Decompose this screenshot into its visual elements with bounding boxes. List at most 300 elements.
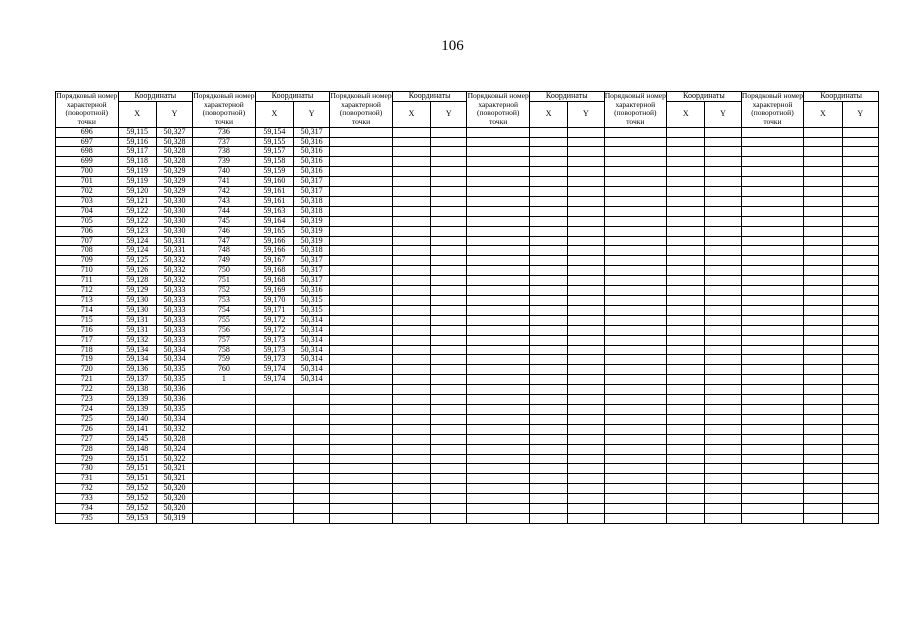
- y-cell: [705, 424, 741, 434]
- x-cell: 59,151: [118, 454, 156, 464]
- x-cell: [667, 226, 705, 236]
- x-cell: 59,166: [255, 246, 293, 256]
- x-cell: 59,129: [118, 286, 156, 296]
- x-cell: 59,116: [118, 137, 156, 147]
- x-cell: [804, 266, 842, 276]
- y-cell: [431, 404, 467, 414]
- y-cell: [431, 196, 467, 206]
- point-number-cell: 721: [56, 375, 119, 385]
- point-number-cell: 727: [56, 434, 119, 444]
- y-cell: [842, 206, 878, 216]
- point-number-cell: [330, 395, 393, 405]
- x-cell: 59,122: [118, 216, 156, 226]
- table-row: [56, 177, 879, 187]
- point-number-cell: [741, 325, 804, 335]
- x-cell: [529, 385, 567, 395]
- y-cell: 50,333: [156, 335, 192, 345]
- y-cell: 50,330: [156, 216, 192, 226]
- point-number-cell: [741, 236, 804, 246]
- point-number-cell: [330, 177, 393, 187]
- y-cell: [705, 444, 741, 454]
- point-number-cell: [193, 494, 256, 504]
- point-number-cell: [330, 216, 393, 226]
- y-cell: [842, 365, 878, 375]
- point-number-cell: [330, 296, 393, 306]
- table-row: [56, 424, 879, 434]
- point-number-cell: [604, 266, 667, 276]
- y-cell: 50,319: [293, 226, 329, 236]
- y-cell: [431, 276, 467, 286]
- y-cell: [431, 206, 467, 216]
- x-cell: [667, 127, 705, 137]
- y-cell: [842, 266, 878, 276]
- x-cell: [667, 196, 705, 206]
- x-cell: 59,117: [118, 147, 156, 157]
- x-cell: 59,164: [255, 216, 293, 226]
- x-cell: [392, 375, 430, 385]
- y-cell: [705, 305, 741, 315]
- x-cell: [529, 365, 567, 375]
- x-cell: [255, 434, 293, 444]
- x-cell: [667, 325, 705, 335]
- y-cell: [568, 305, 604, 315]
- header-coordinates: Координаты: [392, 92, 467, 102]
- x-cell: [392, 256, 430, 266]
- y-cell: [568, 196, 604, 206]
- y-cell: [568, 474, 604, 484]
- y-cell: [431, 187, 467, 197]
- y-cell: [705, 365, 741, 375]
- table-row: [56, 404, 879, 414]
- x-cell: 59,169: [255, 286, 293, 296]
- x-cell: 59,119: [118, 167, 156, 177]
- point-number-cell: [604, 216, 667, 226]
- x-cell: [392, 266, 430, 276]
- point-number-cell: 723: [56, 395, 119, 405]
- point-number-cell: [467, 256, 530, 266]
- x-cell: [804, 345, 842, 355]
- y-cell: 50,329: [156, 167, 192, 177]
- point-number-cell: [193, 513, 256, 523]
- y-cell: 50,319: [293, 216, 329, 226]
- y-cell: 50,333: [156, 325, 192, 335]
- x-cell: [529, 256, 567, 266]
- table-row: [56, 256, 879, 266]
- x-cell: [392, 395, 430, 405]
- point-number-cell: [741, 127, 804, 137]
- y-cell: 50,318: [293, 246, 329, 256]
- y-cell: [431, 454, 467, 464]
- point-number-cell: [741, 395, 804, 405]
- y-cell: 50,317: [293, 187, 329, 197]
- y-cell: [842, 276, 878, 286]
- y-cell: [842, 196, 878, 206]
- y-cell: [705, 395, 741, 405]
- table-row: [56, 345, 879, 355]
- x-cell: [392, 226, 430, 236]
- x-cell: 59,115: [118, 127, 156, 137]
- x-cell: [529, 325, 567, 335]
- point-number-cell: [330, 513, 393, 523]
- y-cell: [568, 177, 604, 187]
- x-cell: [392, 147, 430, 157]
- x-cell: 59,170: [255, 296, 293, 306]
- y-cell: [568, 414, 604, 424]
- point-number-cell: [604, 325, 667, 335]
- y-cell: 50,317: [293, 276, 329, 286]
- x-cell: 59,155: [255, 137, 293, 147]
- y-cell: [705, 513, 741, 523]
- x-cell: [392, 414, 430, 424]
- point-number-cell: [741, 444, 804, 454]
- point-number-cell: [467, 315, 530, 325]
- point-number-cell: [467, 504, 530, 514]
- y-cell: [568, 424, 604, 434]
- table-row: [56, 444, 879, 454]
- point-number-cell: [741, 276, 804, 286]
- table-row: [56, 434, 879, 444]
- y-cell: [705, 286, 741, 296]
- x-cell: [529, 464, 567, 474]
- y-cell: [568, 315, 604, 325]
- point-number-cell: [741, 504, 804, 514]
- y-cell: 50,321: [156, 474, 192, 484]
- x-cell: [667, 375, 705, 385]
- point-number-cell: 742: [193, 187, 256, 197]
- x-cell: [529, 137, 567, 147]
- point-number-cell: [604, 385, 667, 395]
- point-number-cell: 737: [193, 137, 256, 147]
- x-cell: [529, 266, 567, 276]
- point-number-cell: [604, 365, 667, 375]
- x-cell: [804, 434, 842, 444]
- x-cell: [804, 494, 842, 504]
- y-cell: [842, 444, 878, 454]
- y-cell: [568, 395, 604, 405]
- x-cell: 59,134: [118, 345, 156, 355]
- x-cell: [667, 365, 705, 375]
- point-number-cell: 760: [193, 365, 256, 375]
- x-cell: [529, 157, 567, 167]
- point-number-cell: 732: [56, 484, 119, 494]
- x-cell: [529, 286, 567, 296]
- x-cell: [804, 127, 842, 137]
- point-number-cell: [741, 187, 804, 197]
- y-cell: 50,314: [293, 325, 329, 335]
- point-number-cell: [741, 414, 804, 424]
- y-cell: [842, 375, 878, 385]
- x-cell: 59,124: [118, 236, 156, 246]
- point-number-cell: 719: [56, 355, 119, 365]
- x-cell: [255, 474, 293, 484]
- y-cell: [431, 236, 467, 246]
- point-number-cell: [193, 464, 256, 474]
- y-cell: [842, 127, 878, 137]
- point-number-cell: [741, 484, 804, 494]
- y-cell: [431, 365, 467, 375]
- point-number-cell: 755: [193, 315, 256, 325]
- y-cell: [705, 266, 741, 276]
- point-number-cell: [604, 256, 667, 266]
- point-number-cell: 731: [56, 474, 119, 484]
- y-cell: 50,317: [293, 177, 329, 187]
- point-number-cell: [741, 335, 804, 345]
- x-cell: 59,172: [255, 315, 293, 325]
- x-cell: 59,124: [118, 246, 156, 256]
- y-cell: 50,328: [156, 157, 192, 167]
- point-number-cell: [604, 276, 667, 286]
- point-number-cell: [741, 286, 804, 296]
- y-cell: [842, 454, 878, 464]
- x-cell: [529, 177, 567, 187]
- x-cell: [667, 474, 705, 484]
- point-number-cell: 702: [56, 187, 119, 197]
- y-cell: 50,314: [293, 345, 329, 355]
- header-point-number: Порядковый номер характерной (поворотной) точки: [330, 91, 392, 126]
- y-cell: [568, 276, 604, 286]
- y-cell: [842, 404, 878, 414]
- x-cell: [392, 187, 430, 197]
- y-cell: [431, 494, 467, 504]
- point-number-cell: 713: [56, 296, 119, 306]
- x-cell: [392, 454, 430, 464]
- y-cell: [431, 296, 467, 306]
- header-y: Y: [293, 101, 329, 127]
- point-number-cell: 710: [56, 266, 119, 276]
- point-number-cell: 757: [193, 335, 256, 345]
- point-number-cell: [604, 157, 667, 167]
- x-cell: [392, 385, 430, 395]
- x-cell: [804, 375, 842, 385]
- point-number-cell: [330, 305, 393, 315]
- x-cell: [529, 404, 567, 414]
- x-cell: 59,132: [118, 335, 156, 345]
- x-cell: 59,153: [118, 513, 156, 523]
- y-cell: [568, 464, 604, 474]
- header-coordinates: Координаты: [804, 92, 879, 102]
- point-number-cell: [741, 196, 804, 206]
- point-number-cell: 730: [56, 464, 119, 474]
- y-cell: [842, 305, 878, 315]
- point-number-cell: [467, 365, 530, 375]
- x-cell: [392, 484, 430, 494]
- point-number-cell: [330, 454, 393, 464]
- y-cell: 50,329: [156, 187, 192, 197]
- x-cell: 59,141: [118, 424, 156, 434]
- y-cell: [431, 424, 467, 434]
- point-number-cell: [741, 404, 804, 414]
- x-cell: [804, 355, 842, 365]
- table-row: [56, 236, 879, 246]
- point-number-cell: [330, 434, 393, 444]
- y-cell: 50,319: [293, 236, 329, 246]
- x-cell: [667, 206, 705, 216]
- y-cell: [568, 484, 604, 494]
- point-number-cell: [193, 444, 256, 454]
- x-cell: [392, 365, 430, 375]
- point-number-cell: [604, 375, 667, 385]
- y-cell: [842, 494, 878, 504]
- y-cell: [431, 177, 467, 187]
- x-cell: [667, 404, 705, 414]
- x-cell: [804, 513, 842, 523]
- point-number-cell: [741, 424, 804, 434]
- x-cell: [255, 395, 293, 405]
- point-number-cell: [604, 177, 667, 187]
- point-number-cell: [604, 345, 667, 355]
- x-cell: [392, 157, 430, 167]
- point-number-cell: [467, 266, 530, 276]
- y-cell: [431, 385, 467, 395]
- point-number-cell: [741, 226, 804, 236]
- x-cell: [392, 434, 430, 444]
- x-cell: [804, 484, 842, 494]
- point-number-cell: 720: [56, 365, 119, 375]
- x-cell: [392, 444, 430, 454]
- y-cell: [705, 494, 741, 504]
- y-cell: [705, 157, 741, 167]
- point-number-cell: [741, 305, 804, 315]
- y-cell: [568, 355, 604, 365]
- x-cell: [529, 375, 567, 385]
- x-cell: [667, 464, 705, 474]
- point-number-cell: [330, 266, 393, 276]
- x-cell: [804, 385, 842, 395]
- point-number-cell: 703: [56, 196, 119, 206]
- x-cell: [392, 335, 430, 345]
- x-cell: [529, 335, 567, 345]
- point-number-cell: [193, 424, 256, 434]
- y-cell: [568, 256, 604, 266]
- x-cell: [255, 454, 293, 464]
- table-row: [56, 385, 879, 395]
- y-cell: [842, 424, 878, 434]
- y-cell: 50,316: [293, 157, 329, 167]
- y-cell: [293, 414, 329, 424]
- x-cell: [392, 167, 430, 177]
- point-number-cell: [604, 484, 667, 494]
- point-number-cell: [741, 434, 804, 444]
- point-number-cell: [330, 226, 393, 236]
- point-number-cell: 722: [56, 385, 119, 395]
- point-number-cell: [741, 315, 804, 325]
- x-cell: [667, 157, 705, 167]
- x-cell: [529, 305, 567, 315]
- point-number-cell: [604, 494, 667, 504]
- y-cell: [431, 325, 467, 335]
- y-cell: 50,335: [156, 404, 192, 414]
- point-number-cell: 698: [56, 147, 119, 157]
- page-number: 106: [441, 38, 464, 54]
- point-number-cell: 736: [193, 127, 256, 137]
- point-number-cell: [467, 236, 530, 246]
- y-cell: 50,322: [156, 454, 192, 464]
- x-cell: 59,173: [255, 355, 293, 365]
- y-cell: [568, 365, 604, 375]
- x-cell: 59,152: [118, 484, 156, 494]
- x-cell: [804, 365, 842, 375]
- point-number-cell: [330, 246, 393, 256]
- y-cell: [568, 385, 604, 395]
- y-cell: [431, 127, 467, 137]
- x-cell: [667, 256, 705, 266]
- table-row: [56, 484, 879, 494]
- x-cell: 59,160: [255, 177, 293, 187]
- x-cell: [255, 504, 293, 514]
- x-cell: [804, 196, 842, 206]
- point-number-cell: [330, 464, 393, 474]
- point-number-cell: 724: [56, 404, 119, 414]
- point-number-cell: [330, 404, 393, 414]
- point-number-cell: [467, 454, 530, 464]
- point-number-cell: [330, 196, 393, 206]
- point-number-cell: 715: [56, 315, 119, 325]
- x-cell: [667, 167, 705, 177]
- point-number-cell: [467, 355, 530, 365]
- y-cell: 50,314: [293, 365, 329, 375]
- x-cell: 59,159: [255, 167, 293, 177]
- point-number-cell: [467, 305, 530, 315]
- y-cell: 50,333: [156, 296, 192, 306]
- point-number-cell: [741, 474, 804, 484]
- x-cell: [804, 474, 842, 484]
- point-number-cell: [467, 226, 530, 236]
- point-number-cell: [741, 137, 804, 147]
- x-cell: [529, 484, 567, 494]
- x-cell: [667, 305, 705, 315]
- table-row: [56, 305, 879, 315]
- point-number-cell: [604, 395, 667, 405]
- point-number-cell: [741, 375, 804, 385]
- y-cell: 50,334: [156, 355, 192, 365]
- x-cell: [529, 296, 567, 306]
- x-cell: 59,140: [118, 414, 156, 424]
- y-cell: [842, 246, 878, 256]
- point-number-cell: [604, 355, 667, 365]
- y-cell: [705, 196, 741, 206]
- point-number-cell: [467, 147, 530, 157]
- point-number-cell: [741, 177, 804, 187]
- y-cell: [842, 216, 878, 226]
- table-row: [56, 226, 879, 236]
- point-number-cell: [467, 206, 530, 216]
- y-cell: [431, 335, 467, 345]
- x-cell: [667, 513, 705, 523]
- point-number-cell: [604, 196, 667, 206]
- x-cell: [804, 444, 842, 454]
- point-number-cell: [193, 414, 256, 424]
- y-cell: [293, 424, 329, 434]
- y-cell: 50,333: [156, 305, 192, 315]
- x-cell: 59,161: [255, 196, 293, 206]
- point-number-cell: 743: [193, 196, 256, 206]
- point-number-cell: [604, 404, 667, 414]
- x-cell: 59,126: [118, 266, 156, 276]
- x-cell: [804, 276, 842, 286]
- y-cell: [431, 355, 467, 365]
- point-number-cell: [330, 286, 393, 296]
- y-cell: 50,330: [156, 226, 192, 236]
- y-cell: [842, 464, 878, 474]
- point-number-cell: 754: [193, 305, 256, 315]
- x-cell: [667, 315, 705, 325]
- x-cell: [804, 454, 842, 464]
- x-cell: [392, 305, 430, 315]
- y-cell: 50,315: [293, 305, 329, 315]
- point-number-cell: [330, 167, 393, 177]
- x-cell: [255, 494, 293, 504]
- y-cell: [705, 167, 741, 177]
